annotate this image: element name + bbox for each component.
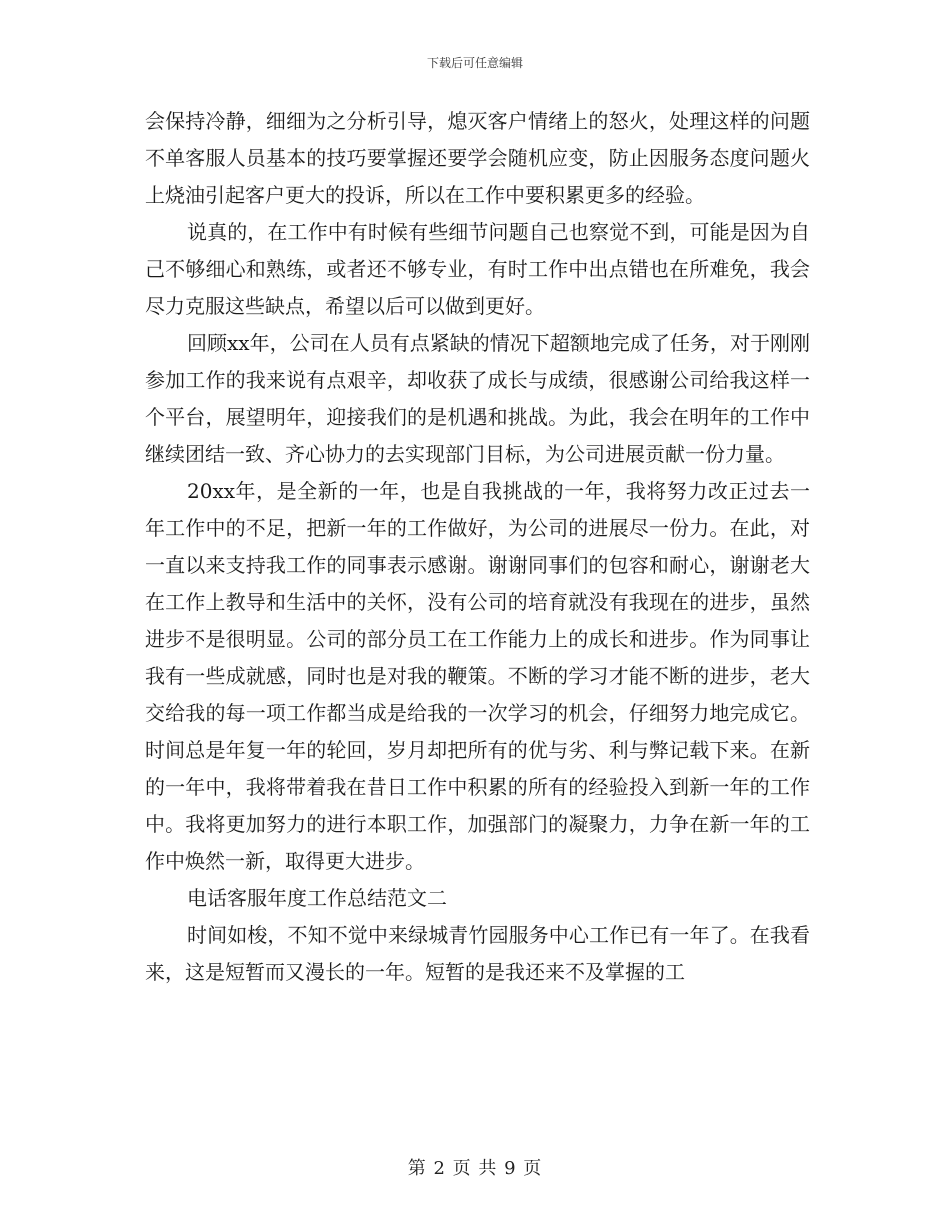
document-body: [145, 103, 810, 991]
section-heading: 电话客服年度工作总结范文二: [187, 886, 447, 910]
paragraph: 20xx年，是全新的一年，也是自我挑战的一年，我将努力改正过去一年工作中的不足，把新一年的工作做好，为公司的进展尽一份力。在此，对一直以来支持我工作的同事表示感谢。谢谢同事们的包容和耐心，谢谢老大在工作上教导和生活中的关怀，没有公司的培育就没有我现在的进步，虽然进步不是很明显。公司的部分员工在工作能力上的成长和进步。作为同事让我有一些成就感，同时也是对我的鞭策。不断的学习才能不断的进步，老大交给我的每一项工作都当成是给我的一次学习的机会，仔细努力地完成它。时间总是年复一年的轮回，岁月却把所有的优与劣、利与弊记载下来。在新的一年中，我将带着我在昔日工作中积累的所有的经验投入到新一年的工作中。我将更加努力的进行本职工作，加强部门的凝聚力，力争在新一年的工作中焕然一新，取得更大进步。: [145, 479, 810, 873]
page-number: 第 2 页 共 9 页: [407, 1158, 543, 1179]
paragraph: 时间如梭，不知不觉中来绿城青竹园服务中心工作已有一年了。在我看来，这是短暂而又漫长的一年。短暂的是我还来不及掌握的工: [145, 923, 810, 984]
paragraph: 会保持冷静，细细为之分析引导，熄灭客户情绪上的怒火，处理这样的问题不单客服人员基本的技巧要掌握还要学会随机应变，防止因服务态度问题火上烧油引起客户更大的投诉，所以在工作中要积累更多的经验。: [145, 109, 810, 207]
paragraph: 说真的，在工作中有时候有些细节问题自己也察觉不到，可能是因为自己不够细心和熟练，或者还不够专业，有时工作中出点错也在所难免，我会尽力克服这些缺点，希望以后可以做到更好。: [145, 220, 810, 318]
header-note: 下载后可任意编辑: [426, 56, 523, 70]
paragraph: 回顾xx年，公司在人员有点紧缺的情况下超额地完成了任务，对于刚刚参加工作的我来说有点艰辛，却收获了成长与成绩，很感谢公司给我这样一个平台，展望明年，迎接我们的是机遇和挑战。为此，我会在明年的工作中继续团结一致、齐心协力的去实现部门目标，为公司进展贡献一份力量。: [145, 331, 810, 466]
